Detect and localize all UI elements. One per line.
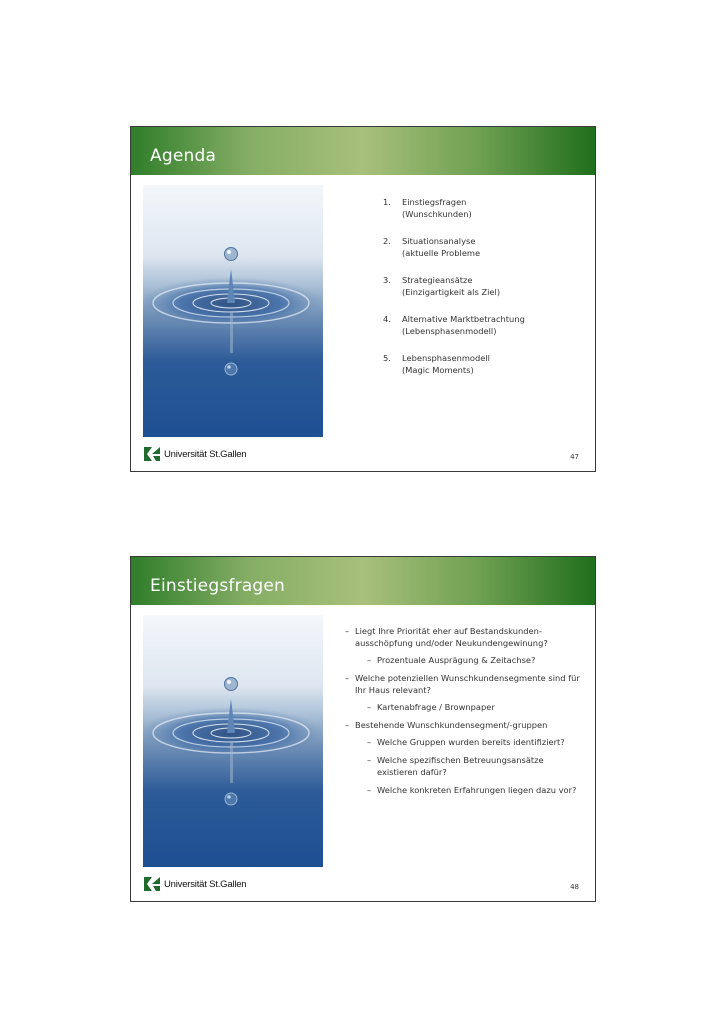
list-item	[345, 701, 585, 713]
bullet-text: Prozentuale Ausprägung & Zeitachse?	[377, 655, 536, 665]
list-item	[345, 719, 585, 731]
agenda-item-number: 2.	[383, 236, 391, 246]
agenda-item-title: Alternative Marktbetrachtung	[402, 314, 525, 324]
agenda-item-number: 4.	[383, 314, 391, 324]
agenda-item-subtitle: (Wunschkunden)	[402, 209, 472, 219]
slide-header	[131, 557, 595, 605]
university-name: Universität St.Gallen	[164, 448, 247, 460]
bullet-text: Welche konkreten Erfahrungen liegen dazu vor?	[377, 785, 577, 795]
agenda-item	[369, 196, 525, 220]
agenda-item-number: 5.	[383, 353, 391, 363]
slide-footer	[143, 871, 583, 895]
agenda-item-subtitle: (Einzigartigkeit als Ziel)	[402, 287, 501, 297]
dash-marker: –	[345, 720, 350, 730]
dash-marker: –	[367, 737, 372, 747]
dash-marker: –	[345, 673, 350, 683]
university-name: Universität St.Gallen	[164, 878, 247, 890]
agenda-list	[369, 196, 525, 391]
slide-footer	[143, 441, 583, 465]
agenda-item	[369, 313, 525, 337]
agenda-item-title: Strategieansätze	[402, 275, 473, 285]
agenda-item-subtitle: (aktuelle Probleme	[402, 248, 481, 258]
list-item	[345, 625, 585, 649]
hsg-logo-icon	[143, 445, 161, 463]
university-logo	[143, 873, 246, 895]
slide-title: Agenda	[150, 146, 217, 166]
list-item	[345, 654, 585, 666]
list-item	[345, 672, 585, 696]
dash-marker: –	[367, 755, 372, 765]
list-item	[345, 736, 585, 748]
page-number: 48	[570, 883, 579, 891]
list-item	[345, 754, 585, 778]
agenda-item-number: 1.	[383, 197, 391, 207]
agenda-item-subtitle: (Lebensphasenmodell)	[402, 326, 497, 336]
dash-marker: –	[345, 626, 350, 636]
slide-title: Einstiegsfragen	[150, 576, 286, 596]
hsg-logo-icon	[143, 875, 161, 893]
agenda-item	[369, 274, 525, 298]
page-number: 47	[570, 453, 579, 461]
dash-marker: –	[367, 655, 372, 665]
agenda-item-title: Lebensphasenmodell	[402, 353, 490, 363]
agenda-item-title: Einstiegsfragen	[402, 197, 467, 207]
dash-marker: –	[367, 785, 372, 795]
agenda-item	[369, 235, 525, 259]
agenda-item-subtitle: (Magic Moments)	[402, 365, 474, 375]
slide-einstiegsfragen	[130, 556, 596, 902]
bullet-text: Welche potenziellen Wunschkundensegmente sind für Ihr Haus relevant?	[355, 673, 580, 695]
agenda-item-number: 3.	[383, 275, 391, 285]
slide-agenda	[130, 126, 596, 472]
bullet-text: Liegt Ihre Priorität eher auf Bestandskunden-ausschöpfung und/oder Neukundengewinung?	[355, 626, 548, 648]
agenda-item	[369, 352, 525, 376]
question-list	[345, 625, 585, 802]
bullet-text: Welche Gruppen wurden bereits identifiziert?	[377, 737, 565, 747]
bullet-text: Kartenabfrage / Brownpaper	[377, 702, 495, 712]
agenda-item-title: Situationsanalyse	[402, 236, 476, 246]
bullet-text: Welche spezifischen Betreuungsansätze existieren dafür?	[377, 755, 544, 777]
slide-header	[131, 127, 595, 175]
dash-marker: –	[367, 702, 372, 712]
bullet-text: Bestehende Wunschkundensegment/-gruppen	[355, 720, 548, 730]
list-item	[345, 784, 585, 796]
university-logo	[143, 443, 246, 465]
water-drop-image	[143, 615, 323, 867]
water-drop-image	[143, 185, 323, 437]
